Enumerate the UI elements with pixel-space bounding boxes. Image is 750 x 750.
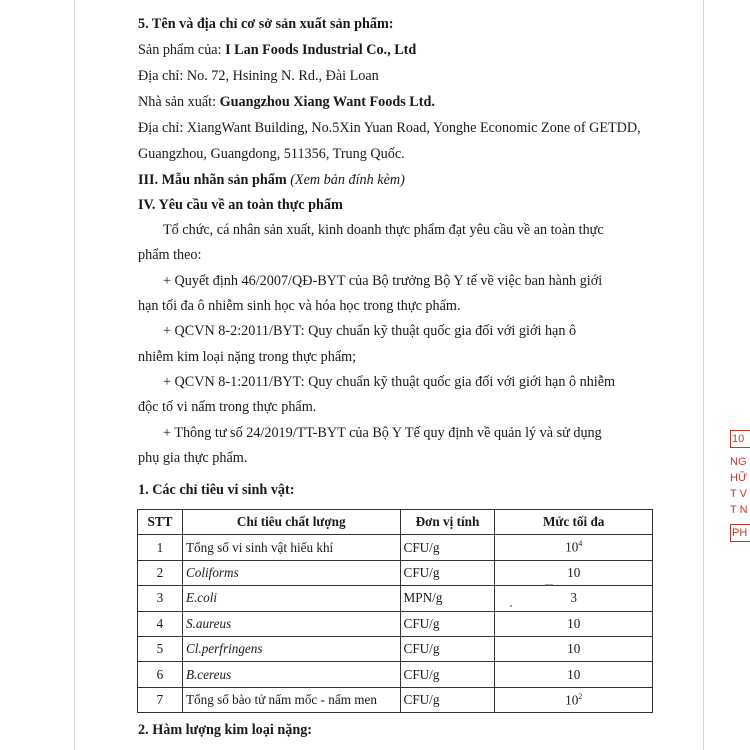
cell-criterion: S.aureus: [182, 611, 400, 636]
section2-heavy-metals-heading: 2. Hàm lượng kim loại nặng:: [138, 722, 313, 738]
cell-stt: 7: [138, 687, 183, 712]
section4-intro-line1: Tổ chức, cá nhân sản xuất, kinh doanh thực phẩm đạt yêu cầu về an toàn thực: [163, 222, 604, 238]
address-taiwan: Địa chỉ: No. 72, Hsining N. Rd., Đài Loan: [138, 68, 379, 84]
requirement-3-line2: độc tố vi nấm trong thực phẩm.: [138, 399, 317, 415]
cell-stt: 2: [138, 560, 183, 585]
table1-heading: 1. Các chỉ tiêu vi sinh vật:: [138, 482, 295, 498]
section3-note: (Xem bản đính kèm): [286, 172, 405, 188]
requirement-4-line2: phụ gia thực phẩm.: [138, 450, 248, 466]
section5-heading: 5. Tên và địa chỉ cơ sở sản xuất sản phẩm:: [138, 16, 394, 32]
max-value: 10: [567, 666, 581, 682]
cell-criterion: E.coli: [182, 586, 400, 611]
cell-unit: MPN/g: [400, 586, 495, 611]
section4-intro-line2: phẩm theo:: [138, 247, 202, 263]
cell-stt: 3: [138, 586, 183, 611]
header-unit: Đơn vị tính: [400, 510, 495, 535]
max-exponent: 4: [578, 539, 583, 549]
address-china-line1: Địa chỉ: XiangWant Building, No.5Xin Yuan Road, Yonghe Economic Zone of GETDD,: [138, 120, 641, 136]
cell-unit: CFU/g: [400, 662, 495, 687]
cell-stt: 4: [138, 611, 183, 636]
manufacturer-value: Guangzhou Xiang Want Foods Ltd.: [219, 94, 435, 110]
cell-unit: CFU/g: [400, 535, 495, 560]
stamp-text: NG: [730, 456, 747, 468]
cell-criterion: B.cereus: [182, 662, 400, 687]
stamp-text: T V: [730, 488, 747, 500]
stamp-text: 10: [730, 430, 750, 448]
max-value: 10: [567, 641, 581, 657]
section3-heading: III. Mẫu nhãn sản phẩm: [138, 172, 287, 188]
cell-unit: CFU/g: [400, 687, 495, 712]
requirement-2-line2: nhiễm kim loại nặng trong thực phẩm;: [138, 349, 357, 365]
red-stamp-fragment: [730, 430, 750, 542]
product-of-value: I Lan Foods Industrial Co., Ltd: [225, 42, 417, 58]
cell-criterion: Coliforms: [182, 560, 400, 585]
cell-stt: 6: [138, 662, 183, 687]
cell-criterion: Tổng số vi sinh vật hiếu khí: [182, 535, 400, 560]
cell-unit: CFU/g: [400, 636, 495, 661]
scan-mark: [75, 0, 703, 750]
requirement-3-line1: + QCVN 8-1:2011/BYT: Quy chuẩn kỹ thuật quốc gia đối với giới hạn ô nhiễm: [163, 374, 616, 390]
requirement-1-line1: + Quyết định 46/2007/QĐ-BYT của Bộ trưởng Bộ Y tế về việc ban hành giới: [163, 273, 603, 289]
stamp-text: T N: [730, 504, 748, 516]
requirement-4-line1: + Thông tư số 24/2019/TT-BYT của Bộ Y Tế quy định về quản lý và sử dụng: [163, 425, 602, 441]
stamp-text: HỮ: [730, 472, 748, 484]
address-china-line2: Guangzhou, Guangdong, 511356, Trung Quốc.: [138, 146, 405, 162]
cell-stt: 5: [138, 636, 183, 661]
cell-criterion: Tổng số bào tử nấm mốc - nấm men: [182, 687, 400, 712]
max-value: 10: [567, 615, 581, 631]
document-page: [74, 0, 704, 750]
max-exponent: 2: [578, 691, 583, 701]
max-value: 10: [565, 692, 579, 708]
requirement-1-line2: hạn tối đa ô nhiễm sinh học và hóa học trong thực phẩm.: [138, 298, 461, 314]
header-criterion: Chỉ tiêu chất lượng: [182, 510, 400, 535]
stamp-text: PH: [730, 524, 750, 542]
cell-unit: CFU/g: [400, 611, 495, 636]
requirement-2-line1: + QCVN 8-2:2011/BYT: Quy chuẩn kỹ thuật quốc gia đối với giới hạn ô: [163, 323, 577, 339]
manufacturer-label: Nhà sản xuất:: [138, 94, 220, 110]
section4-heading: IV. Yêu cầu về an toàn thực phẩm: [138, 197, 343, 213]
cell-unit: CFU/g: [400, 560, 495, 585]
max-value: 10: [565, 539, 579, 555]
cell-stt: 1: [138, 535, 183, 560]
header-stt: STT: [138, 510, 183, 535]
cell-criterion: Cl.perfringens: [182, 636, 400, 661]
max-value: 10: [567, 564, 581, 580]
max-value: 3: [570, 590, 577, 606]
header-max: Mức tối đa: [495, 510, 653, 535]
product-of-label: Sản phẩm của:: [138, 42, 226, 58]
